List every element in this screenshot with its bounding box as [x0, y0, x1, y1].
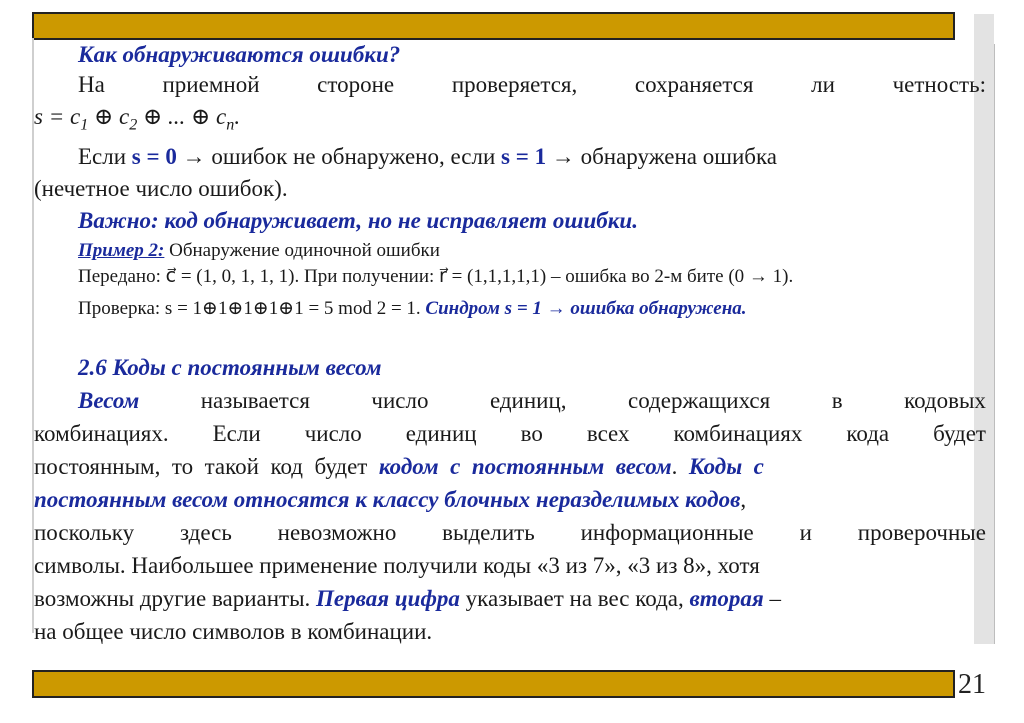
- word: кодовых: [904, 388, 986, 413]
- text: .: [671, 454, 689, 479]
- weight-line6: символы. Наибольшее применение получили коды «3 из 7», «3 из 8», хотя: [34, 553, 760, 578]
- word: единиц,: [489, 388, 567, 413]
- parity-formula: $s = c_1$ ⊕ $c_2$ ⊕ ... ⊕ $c_n$.: [34, 104, 241, 134]
- word: во: [520, 421, 543, 446]
- word: стороне: [317, 72, 395, 97]
- word: здесь: [179, 520, 232, 545]
- emphasis: Коды с: [688, 454, 764, 479]
- emphasis-first-digit: Первая цифра: [316, 586, 460, 611]
- weight-line1: [78, 386, 986, 416]
- emphasis-block-codes: постоянным весом относятся к классу блочных неразделимых кодов: [34, 487, 741, 512]
- formula-part: s = c: [34, 104, 81, 129]
- word: будет: [933, 421, 986, 446]
- text: → ошибок не обнаружено, если: [176, 144, 502, 169]
- word: проверочные: [857, 520, 986, 545]
- text: постоянным, то такой код будет: [34, 454, 379, 479]
- weight-line3: [34, 452, 764, 482]
- word: комбинациях: [673, 421, 803, 446]
- word: На: [78, 72, 105, 97]
- word: всех: [586, 421, 630, 446]
- text: ,: [740, 487, 747, 512]
- paragraph-syndrome-line1: [78, 142, 986, 172]
- text: указывает на вес кода,: [459, 586, 690, 611]
- emphasis-second: вторая: [689, 586, 764, 611]
- word: приемной: [162, 72, 260, 97]
- word: невозможно: [277, 520, 397, 545]
- weight-line7: [34, 584, 781, 614]
- formula-part: ⊕ ... ⊕ c: [143, 104, 227, 129]
- word: Если: [212, 421, 261, 446]
- paragraph-syndrome-line2: (нечетное число ошибок).: [34, 176, 288, 201]
- text: При получении:: [299, 266, 440, 287]
- text: –: [763, 586, 781, 611]
- check-formula: s = 1⊕1⊕1⊕1⊕1 = 5 mod 2 = 1.: [164, 298, 421, 319]
- word: комбинациях.: [34, 421, 169, 446]
- word: и: [799, 520, 812, 545]
- word: поскольку: [34, 520, 135, 545]
- term-weight: Весом: [78, 388, 140, 413]
- word: содержащихся: [628, 388, 771, 413]
- term-constant-weight-code: кодом с постоянным весом: [378, 454, 672, 479]
- vector-c: c⃗ = (1, 0, 1, 1, 1).: [165, 266, 300, 287]
- word: ли: [811, 72, 835, 97]
- right-rail: [974, 14, 994, 644]
- heading-detection: Как обнаруживаются ошибки?: [78, 42, 401, 67]
- vector-r: r⃗ = (1,1,1,1,1): [439, 266, 547, 287]
- weight-line5: [34, 518, 986, 548]
- example-transmission: [78, 262, 793, 292]
- word: проверяется,: [451, 72, 578, 97]
- text: Передано:: [78, 266, 166, 287]
- paragraph-parity-line1: [78, 70, 986, 100]
- word: в: [831, 388, 843, 413]
- word: выделить: [442, 520, 535, 545]
- top-decor-bar: [32, 12, 955, 40]
- right-rail-edge: [994, 44, 995, 644]
- word: число: [371, 388, 429, 413]
- weight-line2: [34, 419, 986, 449]
- page-number: 21: [958, 669, 986, 700]
- weight-line8: на общее число символов в комбинации.: [34, 619, 433, 644]
- text: → обнаружена ошибка: [546, 144, 778, 169]
- text: Если: [78, 144, 132, 169]
- weight-line4: [34, 485, 746, 515]
- word: называется: [200, 388, 310, 413]
- word: кода: [846, 421, 890, 446]
- word: информационные: [580, 520, 754, 545]
- text: – ошибка во 2-м бите (0 → 1).: [546, 266, 794, 287]
- word: число: [304, 421, 362, 446]
- example-label: Пример 2:: [78, 240, 165, 261]
- word: единиц: [405, 421, 477, 446]
- text: Проверка:: [78, 298, 165, 319]
- example-check: [78, 294, 747, 324]
- text: возможны другие варианты.: [34, 586, 317, 611]
- example-title: Обнаружение одиночной ошибки: [164, 240, 440, 261]
- syndrome-sentence: [78, 142, 777, 172]
- word: четность:: [892, 72, 986, 97]
- syndrome-result: Синдром s = 1 → ошибка обнаружена.: [420, 298, 747, 319]
- important-note: Важно: код обнаруживает, но не исправляет ошибки.: [78, 208, 638, 233]
- word: сохраняется: [634, 72, 754, 97]
- s-zero: s = 0: [131, 144, 177, 169]
- s-one: s = 1: [501, 144, 547, 169]
- formula-part: ⊕ c: [93, 104, 130, 129]
- bottom-decor-bar: [32, 670, 955, 698]
- heading-constant-weight: 2.6 Коды с постоянным весом: [78, 355, 382, 380]
